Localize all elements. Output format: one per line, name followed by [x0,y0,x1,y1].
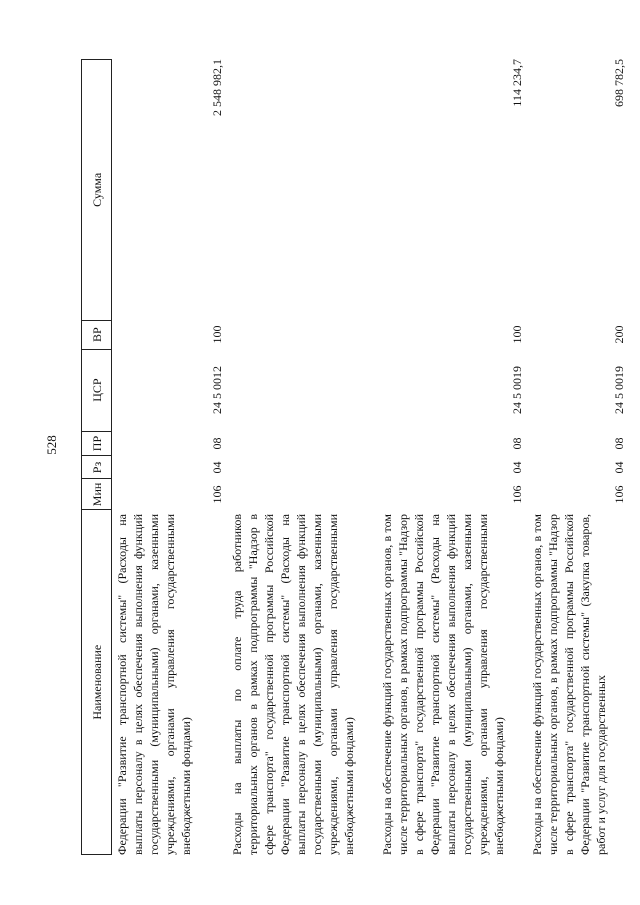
row-min: 106 [210,485,224,504]
row-pr: 08 [612,437,626,450]
row-sum: 114 234,7 [510,59,524,107]
row-csr: 24 5 0019 [612,366,626,414]
row-name: Федерации "Развитие транспортной системы" (Расходы на выплаты персоналу в целях обеспечения выполнения функций государственными (муниципальными) органами, казенными учреждениями, органами управления государственными внебюджетными фондами) [115,514,193,855]
table-row [112,59,227,855]
row-rz: 04 [210,461,224,474]
header-min: Мин [82,478,111,509]
header-sum: Сумма [82,59,111,320]
row-sum: 2 548 982,1 [210,59,224,116]
row-rz: 04 [612,461,626,474]
row-sum: 698 782,5 [612,59,626,107]
page-number: 528 [44,435,59,455]
row-min: 106 [612,485,626,504]
row-rz [227,456,377,479]
row-pr: 08 [510,437,524,450]
header-rz: Рз [82,456,111,479]
header-name: Наименование [82,509,111,854]
row-sum [227,59,377,320]
row-min [227,479,377,510]
row-csr [227,349,377,431]
row-vr [227,320,377,349]
row-pr: 08 [210,437,224,450]
row-min: 106 [510,485,524,504]
row-name: Расходы на обеспечение функций государственных органов, в том числе территориальных органов, в рамках подпрограммы "Надзор в сфере транспорта" государственной программы Российской Федерации "Развитие транспортной системы" (Расходы на выплаты персоналу в целях обеспечения выполнения функций государственными (муниципальными) органами, казенными учреждениями, органами управления государственными внебюджетными фондами) [380,514,506,855]
row-csr: 24 5 0019 [510,366,524,414]
budget-table [81,59,629,855]
row-name: Расходы на обеспечение функций государственных органов, в том числе территориальных органов, в рамках подпрограммы "Надзор в сфере транспорта" государственной программы Российской Федерации "Развитие транспортной системы" (Закупка товаров, работ и услуг для государственных [530,514,608,855]
row-pr [227,431,377,456]
header-pr: ПР [82,431,111,456]
row-rz: 04 [510,461,524,474]
table-row [377,59,527,855]
header-vr: ВР [82,320,111,349]
row-csr: 24 5 0012 [210,366,224,414]
row-vr: 100 [210,325,224,344]
table-row [227,59,377,855]
row-vr: 200 [612,325,626,344]
row-vr: 100 [510,325,524,344]
rotated-page-content [81,0,640,855]
table-row [527,59,629,855]
row-name: Расходы на выплаты по оплате труда работников территориальных органов в рамках подпрограммы "Надзор в сфере транспорта" государственной программы Российской Федерации "Развитие транспортной системы" (Расходы на выплаты персоналу в целях обеспечения выполнения функций государственными (муниципальными) органами, казенными учреждениями, органами управления государственными внебюджетными фондами) [230,514,356,855]
table-header-row [81,59,112,855]
header-csr: ЦСР [82,349,111,431]
